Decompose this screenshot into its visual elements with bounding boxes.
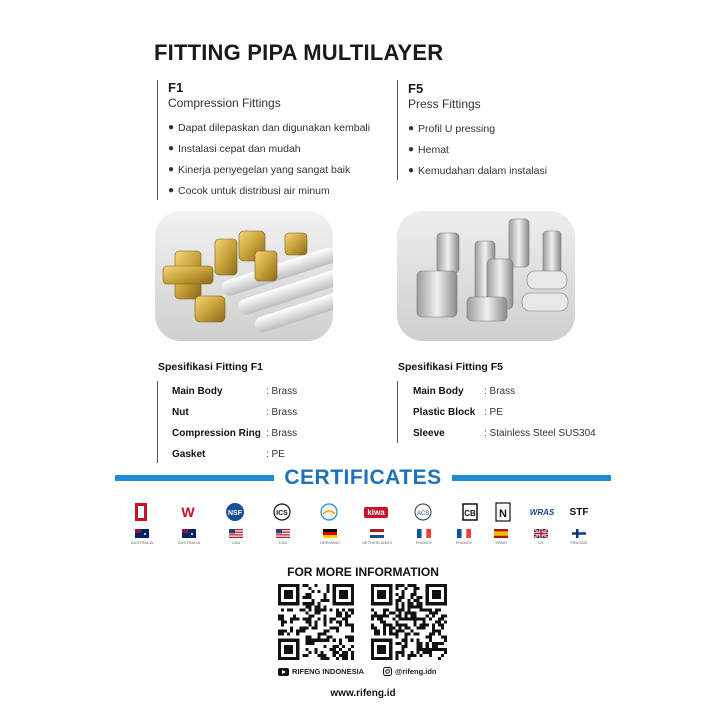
f5-column-divider bbox=[397, 80, 398, 180]
svg-text:NSF: NSF bbox=[228, 510, 242, 517]
youtube-link[interactable] bbox=[278, 667, 364, 676]
f1-feature-list bbox=[168, 117, 370, 201]
list-item: ● Kemudahan dalam instalasi bbox=[408, 164, 548, 177]
f5-spec-title: Spesifikasi Fitting F5 bbox=[398, 361, 504, 373]
australia-flag-icon bbox=[182, 529, 196, 538]
f1-name: Compression Fittings bbox=[168, 96, 281, 110]
germany-flag-icon bbox=[323, 529, 337, 538]
netherlands-flag-icon bbox=[370, 529, 384, 538]
wras-logo: WRAS bbox=[529, 507, 555, 517]
instagram-qr-code[interactable] bbox=[371, 584, 447, 660]
f5-code: F5 bbox=[408, 81, 424, 96]
country-label: FRANCE bbox=[455, 540, 473, 545]
uk-flag-icon bbox=[534, 529, 548, 538]
country-label: NETHERLANDS bbox=[362, 540, 392, 545]
dvgw-logo bbox=[314, 502, 344, 522]
f5-name: Press Fittings bbox=[408, 97, 481, 111]
f1-spec-title: Spesifikasi Fitting F1 bbox=[158, 361, 264, 373]
list-item: ● Hemat bbox=[408, 143, 449, 156]
ics-logo bbox=[267, 502, 297, 522]
country-label: FINLAND bbox=[570, 540, 588, 545]
certificate-logos bbox=[126, 502, 596, 522]
f5-spec-divider bbox=[397, 381, 398, 443]
standards-mark-logo bbox=[126, 502, 156, 522]
country-label: SPAIN bbox=[495, 540, 507, 545]
country-label: AUSTRALIA bbox=[130, 540, 154, 545]
country-label: GERMANY bbox=[319, 540, 341, 545]
finland-flag-icon bbox=[572, 529, 586, 538]
f1-code: F1 bbox=[168, 80, 184, 95]
aenor-logo bbox=[488, 502, 518, 522]
instagram-icon bbox=[383, 667, 392, 676]
youtube-label: RIFENG INDONESIA bbox=[292, 667, 365, 676]
more-info-heading: FOR MORE INFORMATION bbox=[287, 565, 439, 579]
usa-flag-icon bbox=[276, 529, 290, 538]
table-row: Gasket : PE bbox=[172, 449, 285, 460]
country-label: FRANCE bbox=[415, 540, 433, 545]
usa-flag-icon bbox=[229, 529, 243, 538]
list-item: ● Instalasi cepat dan mudah bbox=[168, 142, 301, 155]
list-item: ● Dapat dilepaskan dan digunakan kembali bbox=[168, 121, 371, 134]
list-item: ● Kinerja penyegelan yang sangat baik bbox=[168, 163, 351, 176]
instagram-label: @rifeng.idn bbox=[395, 667, 437, 676]
country-label: AUSTRALIA bbox=[177, 540, 201, 545]
stf-logo: STF bbox=[569, 506, 589, 518]
website-link[interactable]: www.rifeng.id bbox=[330, 688, 396, 699]
table-row: Main Body : Brass bbox=[172, 386, 298, 397]
france-flag-icon bbox=[417, 529, 431, 538]
country-label: USA bbox=[278, 540, 288, 545]
australia-flag-icon bbox=[135, 529, 149, 538]
f1-product-photo bbox=[155, 211, 333, 341]
nsf-logo bbox=[220, 502, 250, 522]
f1-column-divider bbox=[157, 80, 158, 200]
watermark-logo: W bbox=[181, 504, 195, 520]
list-item: ● Cocok untuk distribusi air minum bbox=[168, 184, 330, 197]
country-label: USA bbox=[231, 540, 241, 545]
table-row: Compression Ring : Brass bbox=[172, 428, 298, 439]
page-title: FITTING PIPA MULTILAYER bbox=[154, 40, 444, 65]
svg-text:ICS: ICS bbox=[276, 510, 288, 517]
table-row: Plastic Block : PE bbox=[413, 407, 503, 418]
svg-text:ACS: ACS bbox=[416, 511, 430, 517]
list-item: ● Profil U pressing bbox=[408, 122, 496, 135]
table-row: Nut : Brass bbox=[172, 407, 298, 418]
youtube-qr-code[interactable] bbox=[278, 584, 354, 660]
f5-feature-list bbox=[408, 118, 547, 181]
acs-logo bbox=[408, 502, 438, 522]
cstb-logo bbox=[455, 502, 485, 522]
svg-text:CB: CB bbox=[464, 509, 476, 518]
instagram-link[interactable] bbox=[383, 667, 436, 676]
f5-product-photo bbox=[397, 211, 575, 341]
youtube-icon bbox=[278, 668, 289, 676]
f1-spec-table bbox=[172, 381, 297, 465]
f5-spec-table bbox=[413, 381, 596, 444]
table-row: Sleeve : Stainless Steel SUS304 bbox=[413, 428, 596, 439]
certificate-flags bbox=[126, 529, 606, 551]
certificates-title: CERTIFICATES bbox=[284, 466, 442, 489]
france-flag-icon bbox=[457, 529, 471, 538]
country-label: UK bbox=[538, 540, 544, 545]
kiwa-logo: kiwa bbox=[361, 502, 391, 522]
table-row: Main Body : Brass bbox=[413, 386, 516, 397]
svg-text:N: N bbox=[499, 508, 507, 520]
f1-spec-divider bbox=[157, 381, 158, 463]
spain-flag-icon bbox=[494, 529, 508, 538]
